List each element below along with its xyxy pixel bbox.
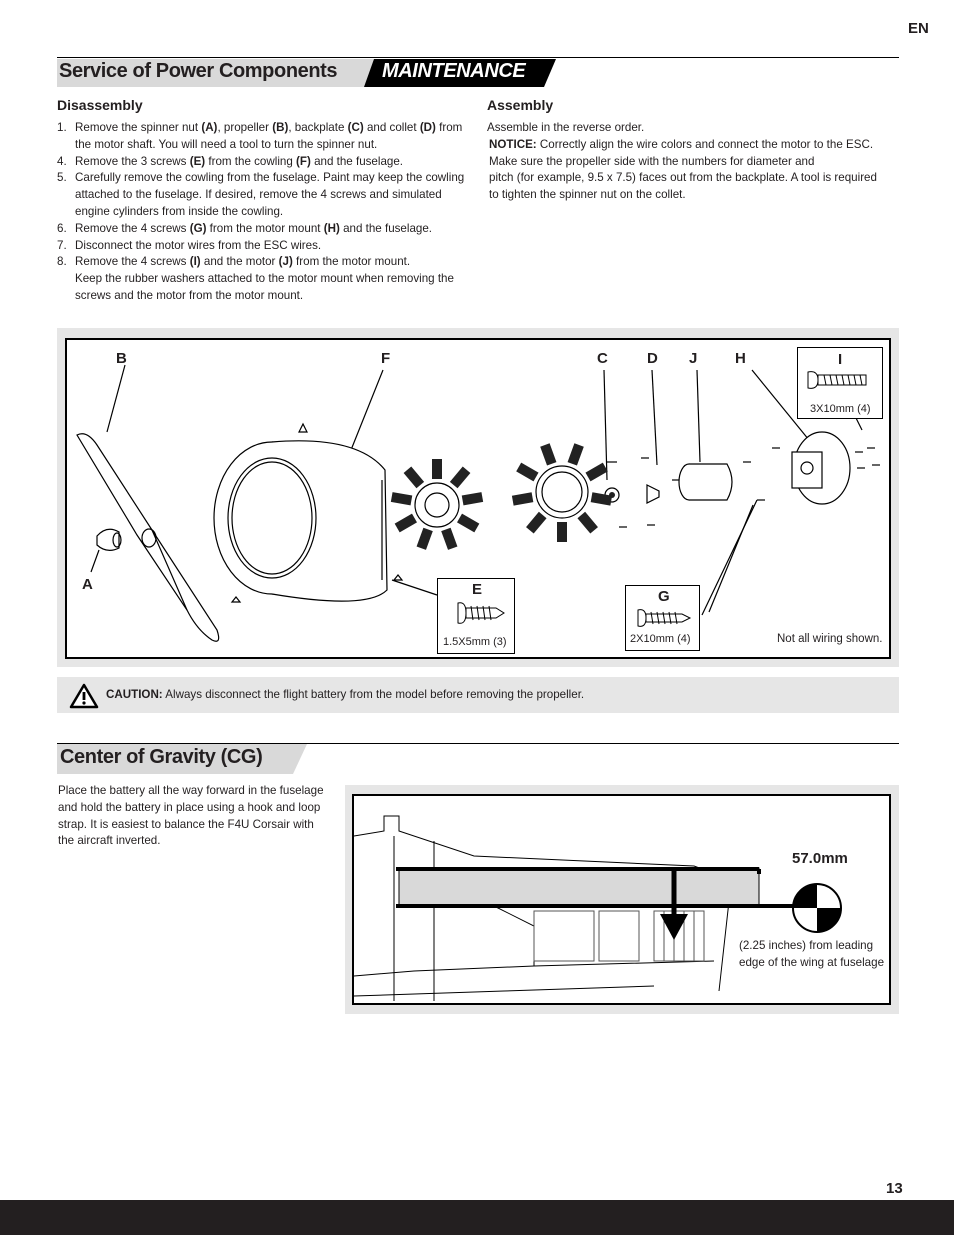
label-d: D bbox=[647, 350, 658, 367]
label-e: E bbox=[472, 581, 483, 598]
label-a: A bbox=[82, 576, 93, 593]
step-item: 1. Remove the spinner nut (A), propeller (B), backplate (C) and collet (D) from the motor shaft. You will need a tool to turn the spinner nut. bbox=[57, 121, 463, 151]
cg-title: Center of Gravity (CG) bbox=[60, 746, 263, 768]
label-h: H bbox=[735, 350, 746, 367]
step-item: 8. Remove the 4 screws (I) and the motor (J) from the motor mount. Keep the rubber washers attached to the motor mount when removing the screws and the motor from the motor mount. bbox=[57, 254, 472, 304]
screw-i-size: 3X10mm (4) bbox=[810, 403, 871, 415]
label-f: F bbox=[381, 350, 391, 367]
label-i: I bbox=[838, 351, 843, 368]
assembly-text: Assemble in the reverse order. NOTICE: Correctly align the wire colors and connect the motor to the ESC. Make sure the propeller side with the numbers for diameter and pitch (for example, 9.5 x 7.5) faces out from the backplate. A tool is required to tighten the spinner nut on the collet. bbox=[487, 121, 877, 202]
label-g: G bbox=[658, 588, 670, 605]
label-b: B bbox=[116, 350, 127, 367]
section-title: Service of Power Components bbox=[59, 60, 338, 82]
step-item: 4. Remove the 3 screws (E) from the cowling (F) and the fuselage. bbox=[57, 154, 404, 168]
label-c: C bbox=[597, 350, 608, 367]
label-j: J bbox=[689, 350, 698, 367]
screw-i-callout bbox=[797, 347, 883, 419]
screw-icon bbox=[456, 601, 506, 625]
assembly-heading: Assembly bbox=[487, 97, 554, 113]
step-item: 5. Carefully remove the cowling from the fuselage. Paint may keep the cowling attached to the fuselage. If desired, remove the 4 screws and simulated engine cylinders from inside the cowling. bbox=[57, 171, 465, 218]
exploded-diagram bbox=[65, 338, 891, 659]
screw-icon bbox=[636, 608, 692, 628]
cg-marker-icon bbox=[793, 884, 841, 932]
header-rule bbox=[57, 57, 899, 58]
caution-text: CAUTION: Always disconnect the flight battery from the model before removing the propeller. bbox=[106, 688, 585, 701]
language-tag: EN bbox=[908, 20, 929, 37]
step-8-note: Keep the rubber washers attached to the motor mount when removing the screws and the motor from the motor mount. bbox=[75, 272, 454, 302]
cg-measurement-note: (2.25 inches) from leading edge of the wing at fuselage bbox=[739, 939, 885, 969]
screw-g-callout bbox=[625, 585, 700, 651]
disassembly-heading: Disassembly bbox=[57, 97, 143, 113]
cg-text: Place the battery all the way forward in the fuselage and hold the battery in place using a hook and loop strap. It is easiest to balance the F4U Corsair with the aircraft inverted. bbox=[58, 784, 324, 848]
cg-measurement: 57.0mm bbox=[792, 850, 848, 867]
footer-bar bbox=[0, 1200, 954, 1235]
section-tag: MAINTENANCE bbox=[382, 60, 526, 82]
cg-rule bbox=[57, 743, 899, 744]
screw-e-callout bbox=[437, 578, 515, 654]
disassembly-steps bbox=[57, 120, 472, 305]
wiring-note: Not all wiring shown. bbox=[777, 633, 883, 645]
step-item: 6. Remove the 4 screws (G) from the motor mount (H) and the fuselage. bbox=[57, 221, 433, 235]
warning-icon bbox=[69, 683, 99, 709]
page-number: 13 bbox=[886, 1180, 903, 1197]
step-item: 7. Disconnect the motor wires from the ESC wires. bbox=[57, 238, 322, 252]
screw-e-size: 1.5X5mm (3) bbox=[443, 636, 507, 648]
screw-icon bbox=[806, 370, 870, 390]
cg-diagram bbox=[352, 794, 891, 1005]
aircraft-drawing bbox=[354, 796, 889, 1003]
screw-g-size: 2X10mm (4) bbox=[630, 633, 691, 645]
